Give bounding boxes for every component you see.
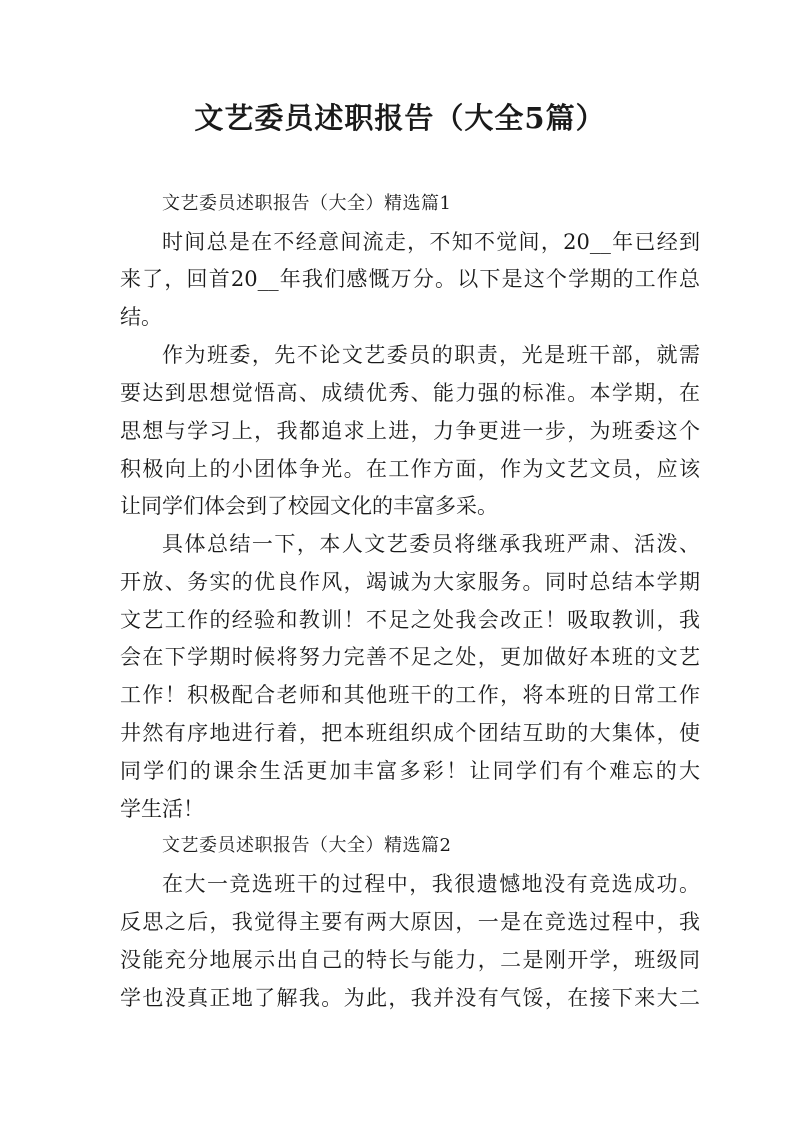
text-line: 时间总是在不经意间流走，不知不觉间，20__年已经到 bbox=[162, 230, 700, 254]
text-line: 反思之后，我觉得主要有两大原因，一是在竞选过程中，我 bbox=[120, 910, 700, 934]
text-line: 思想与学习上，我都追求上进，力争更进一步，为班委这个 bbox=[120, 419, 700, 443]
section-heading-1: 文艺委员述职报告（大全）精选篇1 bbox=[162, 193, 452, 214]
text-line: 结。 bbox=[120, 305, 162, 329]
text-line: 来了，回首20__年我们感慨万分。以下是这个学期的工作总 bbox=[120, 267, 700, 291]
text-line: 让同学们体会到了校园文化的丰富多采。 bbox=[120, 494, 498, 518]
text-line: 具体总结一下，本人文艺委员将继承我班严肃、活泼、 bbox=[162, 532, 700, 556]
text-line: 积极向上的小团体争光。在工作方面，作为文艺文员，应该 bbox=[120, 457, 700, 481]
text-line: 文艺工作的经验和教训！不足之处我会改正！吸取教训，我 bbox=[120, 608, 700, 632]
text-line: 工作！积极配合老师和其他班干的工作，将本班的日常工作 bbox=[120, 683, 700, 707]
text-line: 在大一竞选班干的过程中，我很遗憾地没有竞选成功。 bbox=[162, 872, 700, 896]
text-line: 会在下学期时候将努力完善不足之处，更加做好本班的文艺 bbox=[120, 645, 700, 669]
section-heading-2: 文艺委员述职报告（大全）精选篇2 bbox=[162, 835, 452, 856]
text-line: 学也没真正地了解我。为此，我并没有气馁，在接下来大二 bbox=[120, 986, 700, 1010]
document-title: 文艺委员述职报告（大全5篇） bbox=[194, 101, 606, 135]
text-line: 开放、务实的优良作风，竭诚为大家服务。同时总结本学期 bbox=[120, 570, 700, 594]
text-line: 没能充分地展示出自己的特长与能力，二是刚开学，班级同 bbox=[120, 948, 700, 972]
text-line: 学生活！ bbox=[120, 797, 204, 821]
text-line: 要达到思想觉悟高、成绩优秀、能力强的标准。本学期，在 bbox=[120, 381, 700, 405]
text-line: 井然有序地进行着，把本班组织成个团结互助的大集体，使 bbox=[120, 721, 700, 745]
text-line: 作为班委，先不论文艺委员的职责，光是班干部，就需 bbox=[162, 343, 700, 367]
text-line: 同学们的课余生活更加丰富多彩！让同学们有个难忘的大 bbox=[120, 759, 700, 783]
